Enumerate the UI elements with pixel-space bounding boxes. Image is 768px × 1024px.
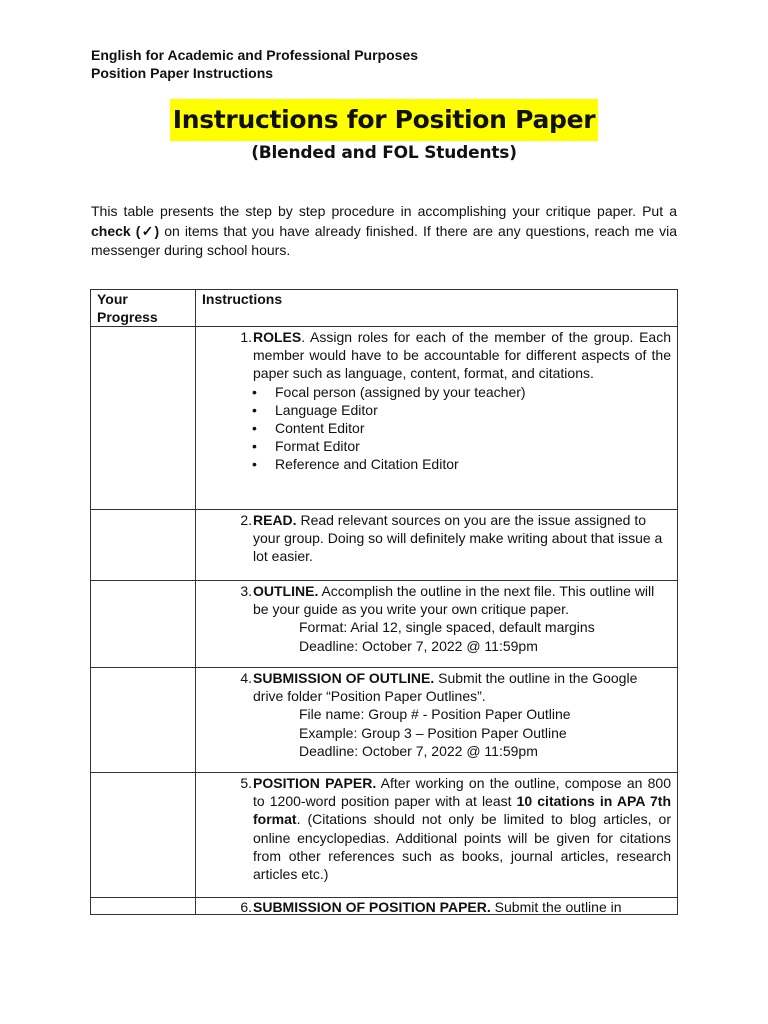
instruction-cell — [196, 668, 678, 773]
progress-cell[interactable] — [91, 773, 196, 898]
table-row — [91, 898, 678, 915]
progress-cell[interactable] — [91, 510, 196, 581]
format-line: Format: Arial 12, single spaced, default margins — [299, 619, 595, 636]
step-number: 6. — [240, 899, 252, 914]
step-number: 4. — [240, 670, 252, 686]
step-heading: READ. — [253, 512, 297, 528]
instruction-cell — [196, 327, 678, 510]
step-text — [253, 669, 671, 705]
step-number: 1. — [240, 329, 252, 345]
list-item: • Reference and Citation Editor — [230, 455, 671, 473]
course-title: English for Academic and Professional Purposes — [91, 47, 419, 63]
step-number: 2. — [240, 512, 252, 528]
step-number: 3. — [240, 583, 252, 599]
step-text — [253, 774, 671, 883]
table-row — [91, 668, 678, 773]
step-body: Submit the outline in the Google drive folder “Position Paper Outlines”. — [253, 670, 638, 705]
step-body: Accomplish the outline in the next file. This outline will be your guide as you write your own critique paper. — [253, 583, 655, 618]
header-instructions: Instructions — [196, 290, 678, 327]
intro-paragraph — [91, 202, 677, 261]
step-heading: ROLES — [253, 329, 302, 345]
example-line: Example: Group 3 – Position Paper Outline — [299, 724, 567, 741]
list-item: • Content Editor — [230, 419, 671, 437]
list-item: • Focal person (assigned by your teacher) — [230, 383, 671, 401]
table-row — [91, 581, 678, 668]
list-item: • Language Editor — [230, 401, 671, 419]
instruction-cell — [196, 581, 678, 668]
instruction-cell — [196, 773, 678, 898]
progress-cell[interactable] — [91, 668, 196, 773]
list-item: • Format Editor — [230, 437, 671, 455]
title-wrapper — [0, 99, 768, 141]
intro-text-1: This table presents the step by step procedure in accomplishing your critique paper. Put a — [91, 203, 677, 219]
instruction-cell — [196, 898, 678, 915]
step-heading: POSITION PAPER. — [253, 775, 377, 791]
progress-cell[interactable] — [91, 581, 196, 668]
roles-list — [230, 383, 671, 474]
step-heading: OUTLINE. — [253, 583, 319, 599]
step-text — [253, 898, 671, 914]
step-heading: SUBMISSION OF OUTLINE. — [253, 670, 435, 686]
step-text — [253, 582, 671, 618]
step-text — [253, 328, 671, 383]
intro-text-2: on items that you have already finished. If there are any questions, reach me via messenger during school hours. — [91, 222, 678, 258]
table-row — [91, 327, 678, 510]
instructions-table — [90, 289, 678, 915]
instruction-cell — [196, 510, 678, 581]
filename-line: File name: Group # - Position Paper Outline — [299, 706, 571, 723]
header-your-progress: Your Progress — [91, 290, 196, 327]
step-body: Submit the outline in — [490, 899, 622, 914]
page-title: Instructions for Position Paper — [170, 99, 599, 141]
step-details — [253, 618, 671, 654]
step-heading: SUBMISSION OF POSITION PAPER. — [253, 899, 491, 914]
intro-check-emphasis: check (✓) — [91, 222, 160, 239]
deadline-line: Deadline: October 7, 2022 @ 11:59pm — [299, 742, 538, 759]
deadline-line: Deadline: October 7, 2022 @ 11:59pm — [299, 637, 538, 654]
step-body: . Assign roles for each of the member of the group. Each member would have to be accountable for different aspects of the paper such as language, content, format, and citations. — [253, 329, 671, 382]
citation-requirement: 10 citations in APA 7th format — [253, 793, 671, 828]
page-subtitle: (Blended and FOL Students) — [251, 143, 517, 163]
step-body: Read relevant sources on you are the issue assigned to your group. Doing so will definitely make writing about that issue a lot easier. — [253, 512, 663, 565]
step-details — [253, 705, 671, 760]
document-subject: Position Paper Instructions — [91, 65, 274, 81]
document-header — [91, 46, 418, 82]
table-row — [91, 510, 678, 581]
progress-cell[interactable] — [91, 898, 196, 915]
step-text — [253, 511, 671, 566]
step-body-continued: . (Citations should not only be limited to blog articles, or online encyclopedias. Additional points will be given for citations from other references such as books, journal articles, research articles etc.) — [253, 811, 671, 883]
step-number: 5. — [240, 775, 252, 791]
step-body: After working on the outline, compose an 800 to 1200-word position paper with at least — [253, 775, 671, 810]
table-row — [91, 773, 678, 898]
table-header-row — [91, 290, 678, 327]
progress-cell[interactable] — [91, 327, 196, 510]
